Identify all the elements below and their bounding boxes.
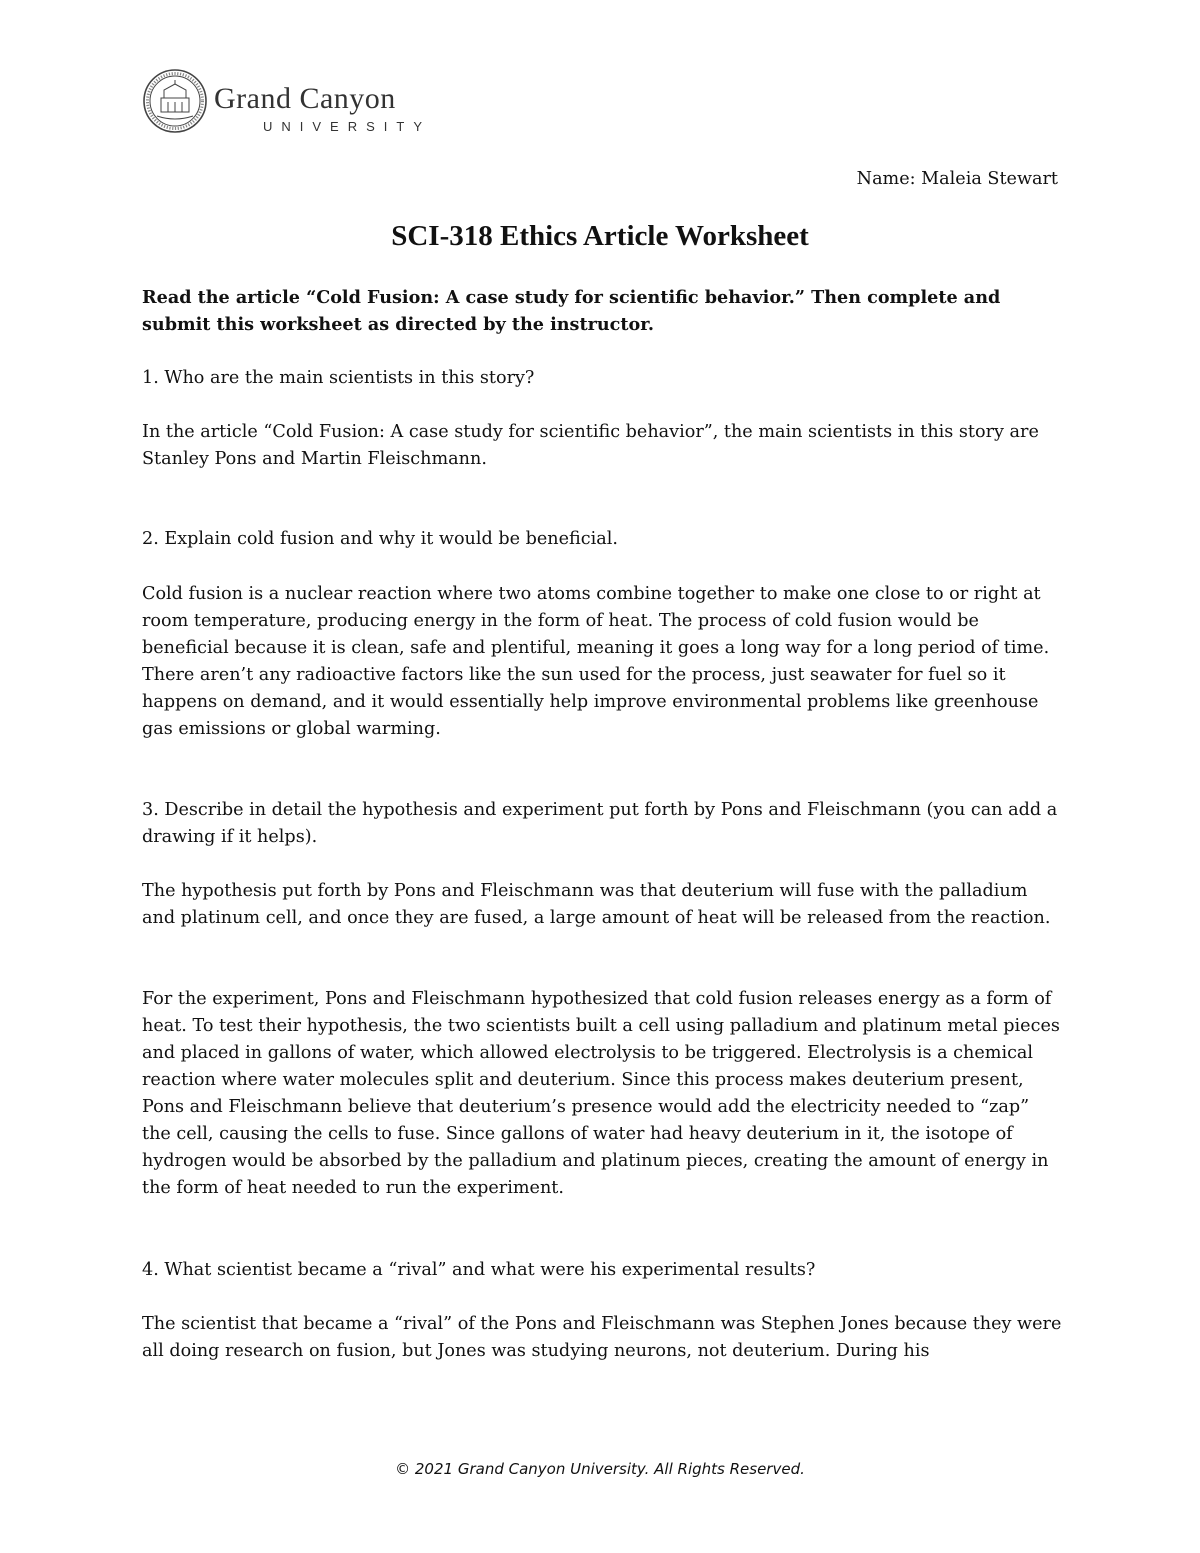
answer-3-experiment: For the experiment, Pons and Fleischmann hypothesized that cold fusion releases energy as a form of heat. To test their hypothesis, the two scientists built a cell using palladium and platinum metal pieces and placed in gallons of water, which allowed electrolysis to be triggered. Electrolysis is a chemical reaction where water molecules split and deuterium. Since this process makes deuterium present, Pons and Fleischmann believe that deuterium’s presence would add the electricity needed to “zap” the cell, causing the cells to fuse. Since gallons of water had heavy deuterium in it, the isotope of hydrogen would be absorbed by the palladium and platinum pieces, creating the amount of energy in the form of heat needed to run the experiment. xyxy=(142,989,1060,1198)
logo-subtitle: UNIVERSITY xyxy=(263,119,432,134)
question-4: 4. What scientist became a “rival” and what were his experimental results? xyxy=(142,1260,816,1280)
logo-wordmark: Grand Canyon xyxy=(214,82,396,115)
page-title: SCI-318 Ethics Article Worksheet xyxy=(391,220,809,252)
question-1: 1. Who are the main scientists in this story? xyxy=(142,368,535,388)
answer-1: In the article “Cold Fusion: A case study for scientific behavior”, the main scientists in this story are Stanley Pons and Martin Fleischmann. xyxy=(142,422,1039,469)
university-seal-icon xyxy=(142,68,208,134)
university-logo xyxy=(142,68,442,138)
question-2: 2. Explain cold fusion and why it would be beneficial. xyxy=(142,529,618,549)
answer-4: The scientist that became a “rival” of the Pons and Fleischmann was Stephen Jones because they were all doing research on fusion, but Jones was studying neurons, not deuterium. During his xyxy=(142,1314,1062,1361)
answer-3-hypothesis: The hypothesis put forth by Pons and Fleischmann was that deuterium will fuse with the palladium and platinum cell, and once they are fused, a large amount of heat will be released from the reaction. xyxy=(142,881,1051,928)
student-name: Name: Maleia Stewart xyxy=(856,169,1058,189)
copyright-footer: © 2021 Grand Canyon University. All Rights Reserved. xyxy=(395,1460,805,1478)
instructions: Read the article “Cold Fusion: A case study for scientific behavior.” Then complete and submit this worksheet as directed by the instructor. xyxy=(142,287,1001,335)
question-3: 3. Describe in detail the hypothesis and experiment put forth by Pons and Fleischmann (you can add a drawing if it helps). xyxy=(142,800,1058,847)
answer-2: Cold fusion is a nuclear reaction where two atoms combine together to make one close to or right at room temperature, producing energy in the form of heat. The process of cold fusion would be beneficial because it is clean, safe and plentiful, meaning it goes a long way for a long period of time. There aren’t any radioactive factors like the sun used for the process, just seawater for fuel so it happens on demand, and it would essentially help improve environmental problems like greenhouse gas emissions or global warming. xyxy=(142,584,1050,739)
